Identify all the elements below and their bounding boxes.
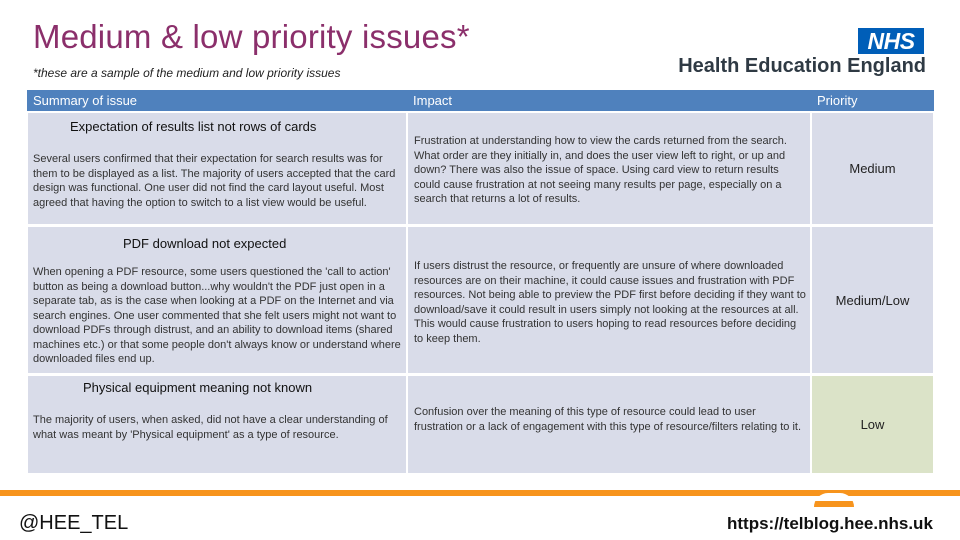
issue-summary: Several users confirmed that their expectation for search results was for them to be displayed as a list. The majority of users accepted that the card design was functional. One user did not find the card layout useful. Most agreed that having the option to switch to a list view would be useful. (33, 153, 396, 209)
footer-divider-notch (814, 493, 854, 507)
priority-cell: Medium/Low (811, 226, 934, 374)
table-row-impact (407, 226, 811, 374)
issue-title: PDF download not expected (123, 236, 287, 251)
hee-logo (660, 28, 926, 76)
column-header-summary: Summary of issue (27, 90, 407, 111)
nhs-logo-badge: NHS (858, 28, 924, 54)
issue-title: Physical equipment meaning not known (83, 380, 313, 395)
issue-impact: If users distrust the resource, or frequently are unsure of where downloaded resources are on their machine, it could cause issues and frustration with PDF resources. Not being able to preview the PDF first before deciding if they want to download/save it could result in users simply not looking at the resources at all. This would cause frustration to users hoping to read resources before deciding to keep them. (414, 260, 806, 345)
blog-url-link[interactable]: https://telblog.hee.nhs.uk (727, 514, 933, 533)
issue-summary: The majority of users, when asked, did not have a clear understanding of what was meant by 'Physical equipment' as a type of resource. (33, 414, 388, 441)
column-header-priority: Priority (811, 90, 934, 111)
column-header-impact: Impact (407, 90, 811, 111)
page-subtitle: *these are a sample of the medium and low priority issues (33, 66, 341, 80)
priority-cell: Low (811, 375, 934, 474)
issue-title: Expectation of results list not rows of cards (70, 119, 317, 134)
table-row-impact (407, 112, 811, 225)
hee-logo-name: Health Education England (678, 55, 926, 77)
twitter-handle: @HEE_TEL (19, 512, 129, 534)
issue-impact: Frustration at understanding how to view the cards returned from the search. What order are they initially in, and does the user view left to right, or up and down? There was also the issue of space. Using card view to return results could cause frustration at not seeing many results per page, especially on a search that returns a lot of results. (414, 135, 787, 205)
footer-divider (0, 490, 960, 496)
table-row-summary (27, 112, 407, 225)
issue-impact: Confusion over the meaning of this type of resource could lead to user frustration or a lack of engagement with this type of resource/filters relating to it. (414, 406, 802, 433)
table-row-summary (27, 226, 407, 374)
page-title: Medium & low priority issues* (33, 18, 470, 55)
priority-cell: Medium (811, 112, 934, 225)
table-row-impact (407, 375, 811, 474)
table-row-summary (27, 375, 407, 474)
issue-summary: When opening a PDF resource, some users questioned the 'call to action' button as being a download button...why wouldn't the PDF just open in a separate tab, as is the case when looking at a PDF on the Internet and via search engines. One user commented that she felt users might not want to download PDFs through distrust, and an ability to download items (shared machines etc.) or that some people don't always know or understand where downloaded files end up. (33, 266, 401, 365)
